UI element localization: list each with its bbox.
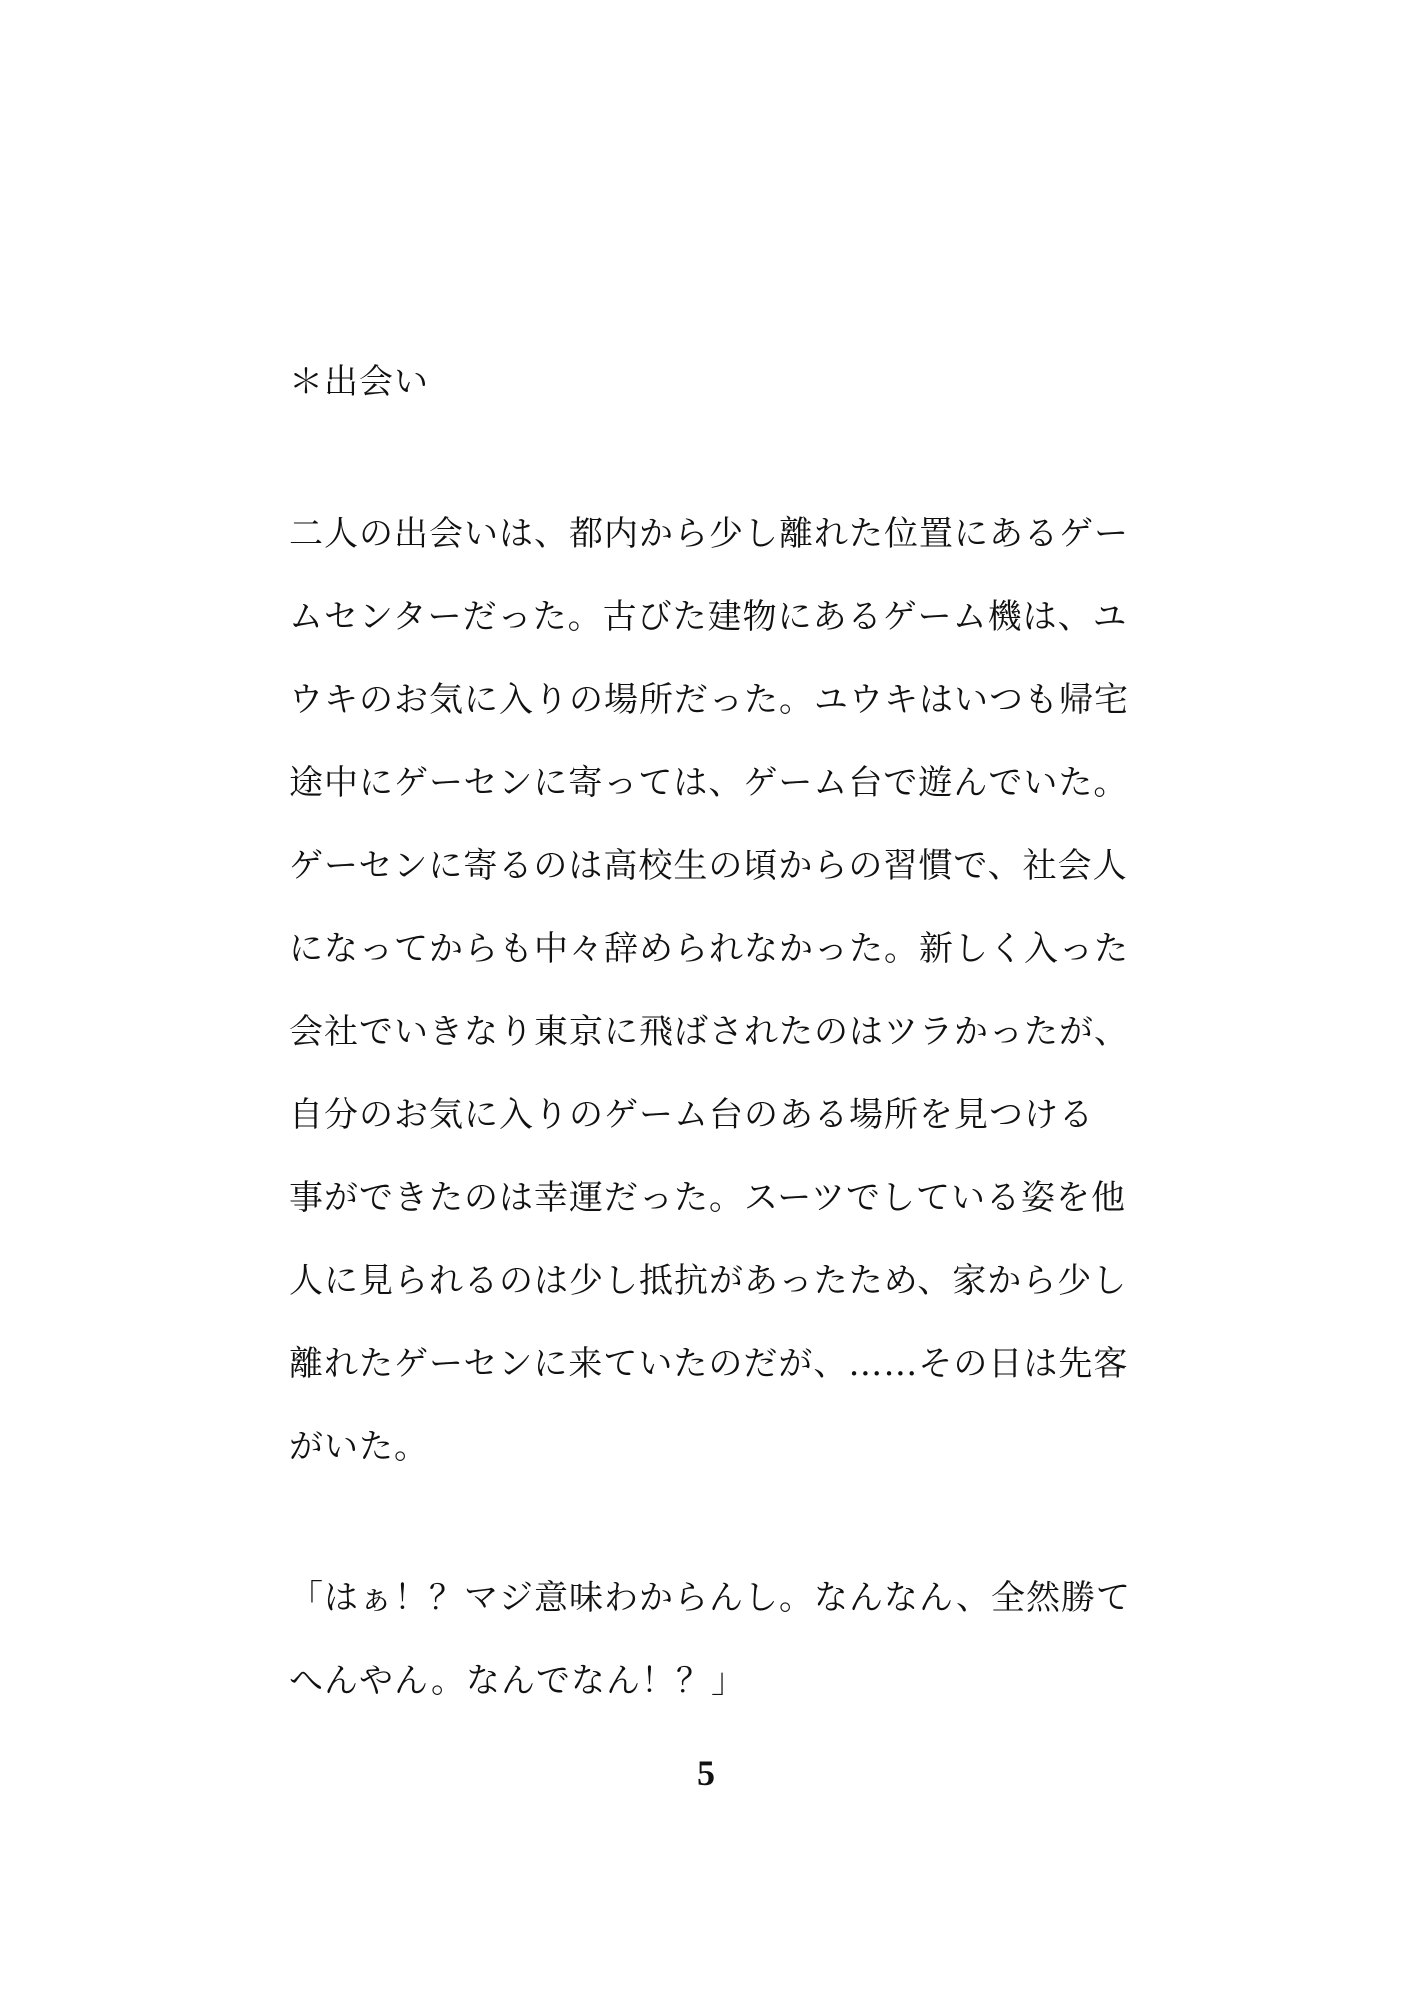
paragraph-line: 離れたゲーセンに来ていたのだが、……その日は先客 (289, 1344, 1129, 1384)
paragraph-line: ムセンターだった。古びた建物にあるゲーム機は、ユ (289, 597, 1128, 637)
paragraph-line: 会社でいきなり東京に飛ばされたのはツラかったが、 (289, 1012, 1129, 1052)
paragraph-line: 途中にゲーセンに寄っては、ゲーム台で遊んでいた。 (289, 763, 1129, 803)
paragraph-line: 自分のお気に入りのゲーム台のある場所を見つける (289, 1095, 1094, 1135)
page-number: 5 (697, 1753, 715, 1793)
paragraph-line: ウキのお気に入りの場所だった。ユウキはいつも帰宅 (289, 680, 1129, 720)
paragraph-line: ゲーセンに寄るのは高校生の頃からの習慣で、社会人 (289, 846, 1128, 886)
dialogue-line: 「はぁ！？マジ意味わからんし。なんなん、全然勝て (289, 1578, 1132, 1618)
dialogue-line: へんやん。なんでなん！？」 (289, 1661, 747, 1701)
paragraph-line: 事ができたのは幸運だった。スーツでしている姿を他 (289, 1178, 1126, 1218)
paragraph-line: がいた。 (289, 1427, 429, 1467)
paragraph-line: 二人の出会いは、都内から少し離れた位置にあるゲー (289, 514, 1129, 554)
paragraph-line: 人に見られるのは少し抵抗があったため、家から少し (289, 1261, 1128, 1301)
section-heading: ＊出会い (289, 362, 429, 402)
paragraph-line: になってからも中々辞められなかった。新しく入った (289, 929, 1129, 969)
